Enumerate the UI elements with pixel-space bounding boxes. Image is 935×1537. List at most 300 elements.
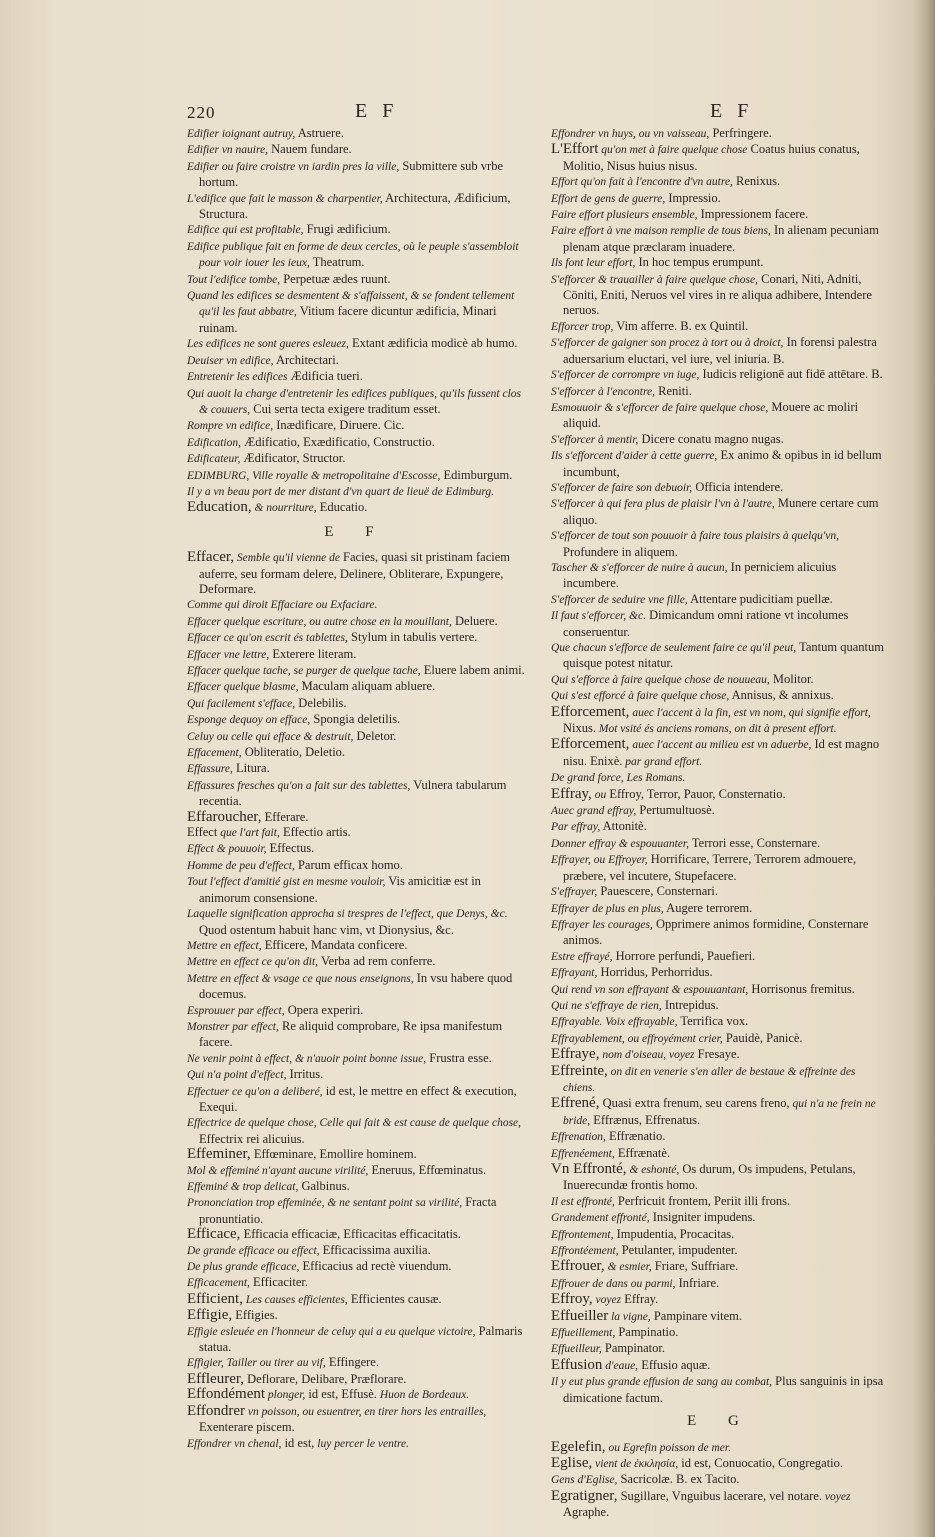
french-gloss: Effrayablement, ou effroyément crier, [551, 1032, 723, 1045]
dictionary-entry [187, 1308, 525, 1323]
dictionary-entry [187, 1163, 525, 1179]
latin-gloss: Ædificatio, Exædificatio, Constructio. [240, 434, 435, 449]
french-gloss: Que chacun s'efforce de seulement faire ce qu'il peut, [551, 642, 797, 654]
latin-gloss: Efficientes causæ. [347, 1291, 442, 1306]
french-gloss: Effondrer vn chenal, [187, 1437, 282, 1450]
dictionary-entry [551, 917, 889, 949]
dictionary-entry [187, 663, 525, 679]
latin-gloss: Coatus huius conatus, Molitio, Nisus huius nisus. [563, 142, 860, 173]
french-gloss: Effondrer vn huys, ou vn vaisseau, [551, 128, 710, 140]
french-gloss: Effort qu'on fait à l'encontre d'vn autre, [551, 176, 733, 189]
french-gloss: Rompre vn edifice, [187, 420, 274, 433]
dictionary-entry [187, 938, 525, 954]
dictionary-entry [187, 1115, 525, 1147]
latin-gloss: Reniti. [655, 383, 692, 398]
dictionary-entry [551, 803, 889, 819]
dictionary-entry [551, 174, 889, 190]
dictionary-entry [551, 1259, 889, 1275]
french-gloss: Effrayer, ou Effroyer, [551, 854, 648, 867]
headword: Efficace, [187, 1226, 241, 1243]
french-gloss: Semble qu'il vienne de [234, 552, 340, 565]
latin-gloss: Horrisonus fremitus. [748, 981, 855, 996]
latin-gloss: In alienam pecuniam plenam atque præclaram inuadere. [563, 223, 879, 254]
latin-gloss: Intrepidus. [661, 997, 719, 1012]
latin-gloss: Horridus, Perhorridus. [597, 965, 713, 980]
latin-gloss: Eluere labem animi. [420, 663, 525, 677]
french-gloss: Par effray, [551, 821, 601, 834]
dictionary-entry [187, 336, 525, 352]
dictionary-entry [551, 560, 889, 592]
french-gloss: De plus grande efficace, [187, 1261, 300, 1274]
french-gloss: qu'on met à faire quelque chose [598, 144, 748, 157]
dictionary-entry [187, 468, 525, 484]
dictionary-entry [551, 400, 889, 432]
dictionary-entry [551, 528, 889, 560]
french-gloss: & esmier, [604, 1261, 652, 1274]
dictionary-entry [187, 906, 525, 938]
dictionary-entry [187, 614, 525, 630]
french-gloss: par grand effort. [622, 755, 703, 768]
french-gloss: voyez [592, 1294, 622, 1307]
french-gloss: Effectrice de quelque chose, Celle qui fait & est cause de quelque chose, [187, 1117, 522, 1130]
french-gloss: la vigne, [608, 1310, 651, 1323]
french-gloss: Effigier, Tailler ou tirer au vif, [187, 1357, 326, 1370]
latin-gloss: Horrore perfundi, Pauefieri. [612, 948, 756, 963]
dictionary-entry [187, 159, 525, 191]
french-gloss: nom d'oiseau, voyez [599, 1049, 695, 1062]
latin-gloss: Infriare. [675, 1275, 720, 1290]
french-gloss: Faire effort plusieurs ensemble, [551, 209, 698, 222]
latin-gloss: Insigniter impudens. [649, 1210, 756, 1225]
page-number: 220 [187, 103, 216, 122]
french-gloss: De grand force, Les Romans. [551, 772, 686, 785]
latin-gloss: Galbinus. [298, 1179, 350, 1193]
french-gloss: S'efforcer de seduire vne fille, [551, 593, 688, 606]
running-head-right: E F [710, 100, 754, 122]
french-gloss: Qui facilement s'efface, [187, 697, 296, 710]
headword: Effacer, [187, 549, 234, 566]
french-gloss: Edifier ou faire croistre vn iardin pres la ville, [187, 160, 400, 173]
dictionary-entry [551, 1047, 889, 1063]
headword: Efficient, [187, 1290, 243, 1307]
dictionary-entry [551, 1472, 889, 1488]
latin-gloss: Architectari. [273, 352, 339, 367]
dictionary-entry [187, 745, 525, 761]
dictionary-entry [187, 222, 525, 238]
headword: Effraye, [551, 1046, 600, 1063]
dictionary-entry [187, 825, 525, 841]
dictionary-entry [551, 592, 889, 608]
dictionary-entry [187, 1387, 525, 1403]
dictionary-entry [187, 272, 525, 288]
latin-gloss: Effroy, Terror, Pauor, Consternatio. [606, 786, 786, 801]
french-gloss: S'efforcer à l'encontre, [551, 385, 656, 398]
dictionary-entry [187, 1003, 525, 1019]
headword: Effrouer, [551, 1258, 605, 1275]
french-gloss: De grande efficace ou effect, [187, 1244, 320, 1257]
dictionary-entry [187, 1436, 525, 1452]
latin-gloss: id est, Effusè. [305, 1387, 377, 1402]
french-gloss: Efforcer trop, [551, 320, 614, 333]
dictionary-entry [551, 1292, 889, 1308]
french-gloss: on dit en venerie s'en aller de bestaue & effreinte des chiens. [563, 1065, 856, 1094]
headword: Eglise, [551, 1454, 593, 1471]
headword: Efforcement, [551, 703, 630, 720]
latin-gloss: Efficacissima auxilia. [319, 1242, 431, 1257]
french-gloss: Mettre en effect & vsage ce que nous enseignons, [187, 972, 414, 985]
french-gloss: vient de ἐκκλησία, [592, 1457, 679, 1470]
dictionary-entry [187, 841, 525, 857]
latin-gloss: Nixus. [563, 721, 596, 736]
latin-gloss: Efficacia efficaciæ, Efficacitas efficacitatis. [240, 1227, 461, 1242]
latin-gloss: Mouere ac moliri aliquid. [563, 399, 859, 431]
french-gloss: Edifier ioignant autruy, [187, 128, 296, 140]
dictionary-entry [187, 1067, 525, 1083]
dictionary-entry [551, 1243, 889, 1259]
dictionary-entry [187, 126, 525, 142]
latin-gloss: Vulnera tabularum recentia. [199, 777, 507, 809]
right-column [551, 126, 889, 1521]
french-gloss: Effacer quelque escriture, ou autre chose en la mouillant, [187, 615, 452, 628]
latin-gloss: Palmaris statua. [199, 1323, 523, 1355]
latin-gloss: Dicere conatu magno nugas. [638, 431, 784, 446]
dictionary-entry [551, 384, 889, 400]
french-gloss: Gens d'Eglise, [551, 1474, 618, 1487]
dictionary-entry [187, 1227, 525, 1242]
latin-gloss: Ex animo & opibus in id bellum incumbunt, [563, 448, 882, 479]
latin-gloss: Impressio. [665, 190, 721, 205]
latin-gloss: Submittere sub vrbe hortum. [199, 158, 504, 190]
dictionary-entry [551, 1325, 889, 1341]
latin-gloss: Opprimere animos formidine, Consternare animos. [563, 916, 869, 948]
french-gloss: Effrayable. Voix effrayable, [551, 1016, 678, 1029]
dictionary-entry [187, 761, 525, 777]
headword: Vn Effronté, [551, 1161, 627, 1177]
french-gloss: Tout l'effect d'amitié gist en mesme vouloir, [187, 876, 386, 889]
french-gloss: Effeminé & trop delicat, [187, 1181, 299, 1193]
dictionary-entry [551, 272, 889, 319]
latin-gloss: Agraphe. [563, 1505, 610, 1520]
dictionary-entry [187, 239, 525, 272]
headword: Effusion [551, 1356, 603, 1373]
dictionary-entry [187, 1019, 525, 1051]
french-gloss: Effrenation, [551, 1131, 606, 1144]
latin-gloss: Quasi extra frenum, seu carens freno, [599, 1096, 790, 1111]
dictionary-entry [187, 451, 525, 467]
french-gloss: que l'art fait, [217, 827, 280, 840]
french-gloss: Effacement, [187, 747, 242, 760]
headword: L'Effort [551, 141, 599, 158]
headword: Effeminer, [187, 1146, 251, 1163]
french-gloss: Esmouuoir & s'efforcer de faire quelque chose, [551, 401, 769, 414]
french-gloss: Homme de peu d'effect, [187, 859, 295, 872]
french-gloss: Edifier vn nauire, [187, 144, 269, 157]
dictionary-entry [187, 1292, 525, 1308]
dictionary-entry [551, 142, 889, 174]
french-gloss: Effrayer de plus en plus, [551, 902, 664, 915]
section-heading: E G [687, 1413, 753, 1430]
section-heading: E F [324, 523, 388, 540]
latin-gloss: Plus sanguinis in ipsa dimicatione factum. [563, 1374, 884, 1405]
latin-gloss: Friare, Suffriare. [651, 1259, 739, 1274]
french-gloss: Effrontéement, [551, 1245, 619, 1258]
latin-gloss: Profundere in aliquem. [563, 544, 678, 559]
french-gloss: Effueillement, [551, 1327, 616, 1340]
latin-gloss: Exenterare piscem. [199, 1420, 295, 1435]
dictionary-entry [551, 965, 889, 981]
latin-gloss: Effectio artis. [279, 825, 351, 840]
latin-gloss: Stylum in tabulis vertere. [347, 630, 478, 645]
french-gloss: Efficacement, [187, 1277, 250, 1290]
french-gloss: Effacer ce qu'on escrit és tablettes, [187, 632, 348, 645]
latin-gloss: Theatrum. [309, 255, 365, 270]
dictionary-entry [187, 288, 525, 336]
latin-gloss: Parum efficax homo. [294, 857, 403, 872]
headword: Effroy, [551, 1291, 593, 1308]
dictionary-entry [551, 1096, 889, 1129]
dictionary-entry [551, 998, 889, 1014]
latin-gloss: Munere certare cum aliquo. [563, 496, 879, 527]
french-gloss: Effect & pouuoir, [187, 843, 267, 856]
dictionary-entry [187, 435, 525, 451]
french-gloss: L'edifice que fait le masson & charpentier, [187, 192, 383, 205]
dictionary-entry [187, 1275, 525, 1291]
dictionary-entry [551, 836, 889, 852]
latin-gloss: Quod ostentum habuit hanc vim, vt Dionysius, &c. [199, 922, 454, 937]
headword: Effaroucher, [187, 808, 262, 825]
headword: Effray, [551, 785, 592, 802]
french-gloss: Qui auoit la charge d'entretenir les edifices publiques, qu'ils fussent clos & couuers, [187, 387, 522, 416]
dictionary-entry [551, 432, 889, 448]
french-gloss: Estre effrayé, [551, 950, 613, 963]
latin-gloss: Pertumultuosè. [636, 803, 715, 818]
latin-gloss: Efficere, Mandata conficere. [261, 937, 408, 952]
dictionary-entry [551, 737, 889, 770]
french-gloss: Qui s'est efforcé à faire quelque chose, [551, 690, 730, 703]
latin-gloss: Vim afferre. B. ex Quintil. [613, 318, 749, 333]
latin-gloss: Efficaciter. [249, 1275, 308, 1290]
dictionary-entry [551, 688, 889, 704]
latin-gloss: Effray. [621, 1292, 659, 1307]
french-gloss: Effacer vne lettre, [187, 648, 270, 661]
dictionary-entry [551, 480, 889, 496]
french-gloss: Comme qui diroit Effaciare ou Exfaciare. [187, 599, 378, 612]
dictionary-entry [187, 500, 525, 516]
latin-gloss: Effusio aquæ. [638, 1357, 711, 1372]
latin-gloss: Maculam aliquam abluere. [298, 679, 436, 694]
latin-gloss: Inædificare, Diruere. Cic. [273, 418, 405, 433]
latin-gloss: Annisus, & annixus. [729, 688, 834, 703]
dictionary-entry [551, 640, 889, 672]
french-gloss: Il faut s'efforcer, &c. [551, 610, 646, 623]
latin-gloss: Astruere. [295, 126, 344, 140]
dictionary-entry [187, 679, 525, 695]
dictionary-entry [187, 1324, 525, 1356]
latin-gloss: Pauescere, Consternari. [597, 884, 719, 899]
dictionary-entry [551, 884, 889, 900]
dictionary-entry [187, 484, 525, 500]
french-gloss: & nourriture, [251, 502, 317, 515]
headword: Effueiller [551, 1307, 609, 1324]
latin-gloss: Petulanter, impudenter. [618, 1243, 738, 1258]
latin-gloss: Sugillare, Vnguibus lacerare, vel notare. [617, 1488, 823, 1503]
dictionary-entry [551, 770, 889, 786]
latin-gloss: Os durum, Os impudens, Petulans, Inuerecundæ frontis homo. [563, 1162, 856, 1193]
latin-gloss: Exterere literam. [269, 646, 357, 661]
french-gloss: Il y a vn beau port de mer distant d'vn quart de lieuë de Edimburg. [187, 485, 495, 498]
dictionary-entry [551, 1014, 889, 1030]
french-gloss: Effacer quelque blasme, [187, 681, 299, 694]
latin-gloss: Pauidè, Panicè. [722, 1030, 803, 1045]
dictionary-entry [551, 1162, 889, 1194]
french-gloss: Tascher & s'efforcer de nuire à aucun, [551, 561, 728, 574]
dictionary-entry [187, 386, 525, 419]
french-gloss: Deuiser vn edifice, [187, 354, 274, 367]
dictionary-entry [187, 353, 525, 369]
headword: Efforcement, [551, 736, 630, 753]
dictionary-entry [187, 418, 525, 434]
latin-gloss: Effrænus, Effrenatus. [590, 1112, 701, 1127]
dictionary-entry [551, 191, 889, 207]
french-gloss: Huon de Bordeaux. [376, 1389, 470, 1402]
french-gloss: Effort de gens de guerre, [551, 192, 666, 205]
latin-gloss: Verba ad rem conferre. [318, 954, 436, 969]
latin-gloss: Vis amicitiæ est in animorum consensione. [199, 874, 481, 905]
dictionary-entry [551, 1064, 889, 1097]
dictionary-entry [187, 1259, 525, 1275]
latin-gloss: Pampinator. [601, 1341, 665, 1356]
dictionary-entry [551, 672, 889, 688]
french-gloss: Effigie esleuée en l'honneur de celuy qui a eu quelque victoire, [187, 1325, 476, 1338]
latin-gloss: Renixus. [732, 174, 781, 189]
latin-gloss: Effigies. [232, 1308, 278, 1323]
dictionary-entry [551, 982, 889, 998]
french-gloss: Qui s'efforce à faire quelque chose de nouueau, [551, 673, 770, 686]
french-gloss: Qui rend vn son effrayant & espouuantant, [551, 983, 749, 996]
headword: Effondément [187, 1386, 266, 1403]
latin-gloss: Facies, quasi sit pristinam faciem auferre, seu formam delere, Delinere, Obliterare, Expungere, Deformare. [199, 550, 511, 596]
dictionary-entry [551, 852, 889, 884]
latin-gloss: Delebilis. [295, 695, 347, 710]
french-gloss: Effueilleur, [551, 1343, 602, 1356]
french-gloss: Mot vsité és anciens romans, on dit à present effort. [596, 723, 837, 736]
latin-gloss: Efficacius ad rectè viuendum. [299, 1259, 452, 1274]
latin-gloss: Obliteratio, Deletio. [241, 745, 346, 760]
french-gloss: Qui ne s'effraye de rien, [551, 999, 662, 1012]
french-gloss: Effrayer les courages, [551, 918, 653, 931]
french-gloss: Edificateur, [187, 453, 241, 466]
latin-gloss: Conari, Niti, Adniti, Cōniti, Eniti, Neruos vel vires in re aliqua adhibere, Intendere neruos. [563, 271, 872, 318]
dictionary-entry [187, 597, 525, 613]
dictionary-entry [551, 1210, 889, 1226]
latin-gloss: Attonitè. [600, 819, 647, 834]
french-gloss: Qui n'a point d'effect, [187, 1069, 287, 1082]
dictionary-entry [187, 1084, 525, 1116]
latin-gloss: Horrificare, Terrere, Terrorem admouere, præbere, vel incutere, Stupefacere. [563, 852, 857, 883]
dictionary-entry [551, 819, 889, 835]
latin-gloss: Opera experiri. [284, 1002, 364, 1017]
dictionary-entry [551, 608, 889, 640]
latin-gloss: Sacricolæ. B. ex Tacito. [617, 1472, 740, 1487]
latin-gloss: Effectus. [266, 841, 315, 856]
latin-gloss: id est, [281, 1435, 315, 1450]
dictionary-entry [187, 550, 525, 597]
dictionary-entry [551, 1374, 889, 1406]
french-gloss: Il y eut plus grande effusion de sang au combat, [551, 1376, 773, 1389]
french-gloss: Auec grand effray, [551, 805, 637, 818]
dictionary-entry [187, 1404, 525, 1436]
headword: Effleurer, [187, 1370, 245, 1387]
french-gloss: Mol & effeminé n'ayant aucune virilité, [187, 1164, 369, 1177]
french-gloss: Monstrer par effect, [187, 1020, 279, 1033]
french-gloss: Ils s'efforcent d'aider à cette guerre, [551, 450, 718, 463]
dictionary-entry [187, 1355, 525, 1371]
french-gloss: qui n'a ne frein ne bride, [563, 1098, 876, 1127]
latin-gloss: Deluere. [451, 613, 498, 628]
latin-gloss: Impressionem facere. [697, 207, 809, 222]
latin-gloss: Frugi ædificium. [303, 222, 391, 237]
latin-gloss: Frustra esse. [426, 1050, 492, 1065]
french-gloss: Edifice publique fait en forme de deux cercles, où le peuple s'assembloit pour voir iouer les ieux, [187, 240, 519, 270]
dictionary-entry [551, 1227, 889, 1243]
latin-gloss: Efferare. [261, 809, 309, 824]
latin-gloss: Litura. [232, 761, 270, 776]
french-gloss: Effrouer de dans ou parmi, [551, 1277, 676, 1290]
latin-gloss: Pampinare vitem. [650, 1308, 742, 1323]
dictionary-entry [187, 1372, 525, 1387]
french-gloss: & eshonté, [626, 1164, 680, 1176]
latin-gloss: Effingere. [325, 1355, 379, 1370]
latin-gloss: id est, le mettre en effect & execution, Exequi. [199, 1083, 517, 1114]
latin-gloss: Iudicis religionē aut fidē attētare. B. [699, 367, 883, 382]
headword: Effigie, [187, 1307, 233, 1324]
latin-gloss: Effrænatio. [605, 1129, 666, 1144]
dictionary-entry [187, 874, 525, 906]
french-gloss: Les causes efficientes, [242, 1293, 348, 1306]
french-gloss: Effectuer ce qu'on a deliberé, [187, 1085, 323, 1098]
latin-gloss: Effectrix rei alicuius. [199, 1131, 305, 1146]
french-gloss: Grandement effronté, [551, 1212, 650, 1225]
french-gloss: voyez [822, 1490, 851, 1503]
french-gloss: S'efforcer de faire son debuoir, [551, 481, 693, 494]
french-gloss: Ne venir point à effect, & n'auoir point bonne issue, [187, 1052, 427, 1065]
dictionary-entry [551, 1194, 889, 1210]
latin-gloss: Dimicandum omni ratione vt incolumes conseruentur. [563, 608, 849, 639]
french-gloss: Faire effort à vne maison remplie de tous biens, [551, 225, 771, 238]
latin-gloss: Perpetuæ ædes ruunt. [280, 271, 391, 286]
latin-gloss: Educatio. [316, 500, 368, 515]
dictionary-entry [187, 1195, 525, 1227]
left-column [187, 126, 525, 1452]
dictionary-entry [187, 191, 525, 223]
latin-gloss: Edimburgum. [440, 467, 513, 482]
latin-gloss: Extant ædificia modicè ab humo. [348, 336, 518, 351]
dictionary-entry [187, 696, 525, 712]
dictionary-entry [551, 1341, 889, 1357]
headword: Effrené, [551, 1095, 600, 1112]
latin-gloss: Fresaye. [694, 1047, 740, 1062]
french-gloss: Laquelle signification approcha si trespres de l'effect, que Denys, &c. [187, 908, 508, 921]
dictionary-entry [551, 1456, 889, 1472]
latin-gloss: Id est magno nisu. Enixè. [563, 737, 880, 768]
dictionary-entry [551, 496, 889, 528]
latin-gloss: Irritus. [286, 1067, 324, 1082]
french-gloss: auec l'accent au milieu est vn aduerbe, [629, 739, 812, 752]
headword: Effondrer [187, 1402, 246, 1419]
dictionary-entry [187, 729, 525, 745]
dictionary-entry [187, 142, 525, 158]
binding-shadow [913, 0, 935, 1537]
